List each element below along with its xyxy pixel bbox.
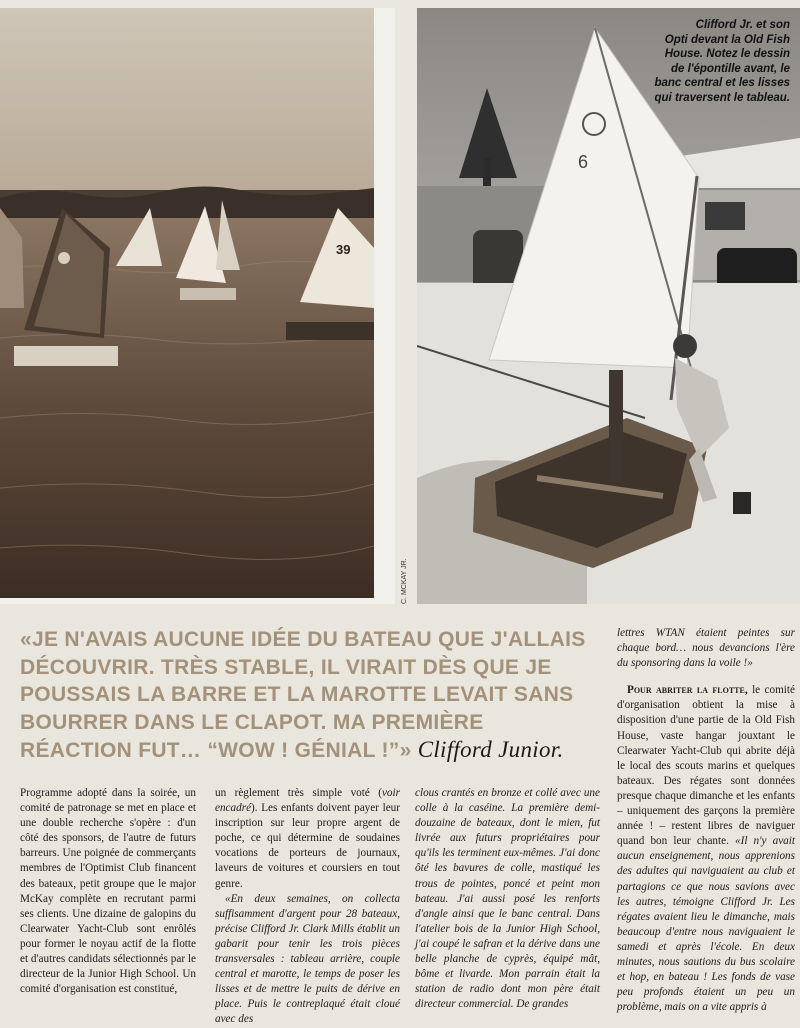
text-run-italic: voir encadré: [215, 787, 400, 815]
sail-number: 6: [578, 152, 589, 172]
article-column-4: [617, 626, 795, 1015]
text-run: un règlement très simple voté (: [215, 787, 382, 799]
photo-credit: [399, 558, 413, 604]
caption-line: Clifford Jr. et son: [695, 19, 790, 31]
article-column-1: [20, 786, 196, 997]
caption-line: banc central et les lisses: [654, 77, 790, 89]
regatta-photo: [0, 8, 395, 604]
caption-line: House. Notez le dessin: [664, 48, 790, 60]
article-column-2: [215, 786, 400, 1028]
paragraph: Programme adopté dans la soirée, un comité de patronage se met en place et une double recherche s'opère : d'un côté des sponsors, de l'autre de futurs barreurs. Une poignée de commerçants membres de l'Optimist Club financent des bateaux, petit groupe que le major McKay complète en recrutant parmi ses clients. Une dizaine de galopins du Clearwater Yacht-Club sont enrôlés pour former le noyau actif de la flotte et d'autres candidats sélectionnés par le directeur de la Junior High School. Un comité d'organisation est constitué,: [20, 787, 196, 996]
lead-in: Pour abriter la flotte,: [627, 684, 748, 697]
pull-quote: [20, 626, 600, 765]
paragraph: [617, 683, 795, 1015]
paragraph-quote: clous crantés en bronze et collé avec une colle à la caséine. La première demi-douzaine de bateaux, dont le mien, fut livrée aux futurs propriétaires pour qu'ils les terminent eux-mêmes. J'ai donc ôté les bavures de colle, mastiqué les trous de pointes, poncé et peint mon bateau. J'ai aussi posé les renforts d'angle ainsi que le banc central. Dans l'atelier bois de la Junior High School, j'ai coupé le safran et la dérive dans une belle planche de cyprès, équipé mât, bôme et livarde. Mon parrain était la station de radio dont mon père était directeur commercial. De grandes: [415, 787, 600, 1011]
paragraph: [215, 786, 400, 892]
text-run: le comité d'organisation obtient la mise à disposition d'une partie de la Old Fish House, vaste hangar jouxtant le Clearwater Yacht-Club qui abrite déjà le local des scouts marins et quelques bateaux. Des régates sont données presque chaque dimanche et les enfants – uniquement des garçons la première année ! – restent libres de naviguer quand bon leur chante.: [617, 684, 795, 848]
photo-credit-text: C. MCKAY JR.: [401, 558, 408, 604]
text-run: ). Les enfants doivent payer leur inscription sur leur propre argent de poche, ce qui détermine de soudaines vocations de porteurs de journaux, laveurs de voitures et coursiers en tout genre.: [215, 802, 400, 890]
photo-caption: [590, 18, 790, 105]
text-run-italic: «Il n'y avait aucun enseignement, nous apprenions des adultes qui naviguaient au club et partagions ce que nous savions avec les autres, témoigne Clifford Jr. Les régates avaient lieu le dimanche, mais beaucoup d'entre nous naviguaient le samedi et après l'école. En deux minutes, nous sautions du bus scolaire et hop, en bateau ! Les fonds de vase peu profonds étaient un peu un problème, mais on a vite appris à: [617, 835, 795, 1014]
caption-line: de l'épontille avant, le: [670, 62, 790, 75]
article-column-3: [415, 786, 600, 1012]
opti-photo: [417, 8, 800, 604]
paragraph-quote: lettres WTAN étaient peintes sur chaque bord… nous devancions l'ère du sponsoring dans la voile !»: [617, 627, 795, 670]
caption-line: Opti devant la Old Fish: [664, 33, 790, 46]
caption-line: qui traversent le tableau.: [654, 91, 790, 104]
pull-quote-author: Clifford Junior.: [417, 737, 564, 762]
sail-number: 39: [336, 242, 351, 257]
paragraph-quote: «En deux semaines, on collecta suffisamment d'argent pour 28 bateaux, précise Clifford Jr. Clark Mills établit un gabarit pour tenir les trois pièces transversales : tableau arrière, couple central et marotte, le temps de poser les lisses et de mettre le puits de dérive en place. Puis le contreplaqué était cloué avec des: [215, 892, 400, 1026]
pull-quote-text: «JE N'AVAIS AUCUNE IDÉE DU BATEAU QUE J'ALLAIS DÉCOUVRIR. TRÈS STABLE, IL VIRAIT DÈS QUE JE POUSSAIS LA BARRE ET LA MAROTTE LEVAIT SANS BOURRER DANS LE CLAPOT. MA PREMIÈRE RÉACTION FUT… “WOW ! GÉNIAL !”»: [20, 628, 586, 762]
